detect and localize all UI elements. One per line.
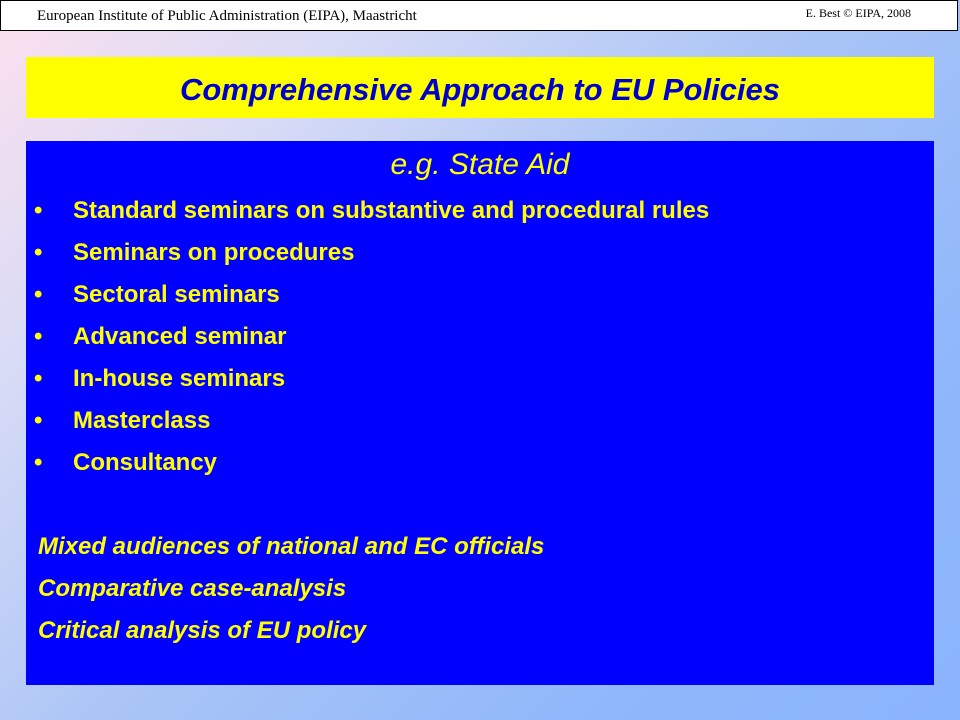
header-bar: [0, 0, 958, 31]
bullet-icon: •: [34, 449, 43, 476]
note-line: Comparative case-analysis: [38, 575, 347, 602]
note-line: Critical analysis of EU policy: [38, 617, 367, 644]
bullet-icon: •: [34, 239, 43, 266]
bullet-text: Advanced seminar: [73, 323, 287, 350]
bullet-text: Seminars on procedures: [73, 239, 355, 266]
copyright-notice: E. Best © EIPA, 2008: [805, 6, 911, 20]
bullet-text: Masterclass: [73, 407, 211, 434]
bullet-icon: •: [34, 197, 43, 224]
bullet-icon: •: [34, 365, 43, 392]
slide-subtitle: e.g. State Aid: [390, 148, 570, 181]
bullet-text: In-house seminars: [73, 365, 286, 392]
bullet-icon: •: [34, 407, 43, 434]
bullet-icon: •: [34, 281, 43, 308]
institute-name: European Institute of Public Administration (EIPA), Maastricht: [37, 8, 417, 24]
notes-block: [38, 531, 544, 657]
note-line: Mixed audiences of national and EC officials: [38, 533, 545, 560]
title-box: [26, 57, 934, 118]
slide-title: Comprehensive Approach to EU Policies: [179, 71, 781, 107]
bullet-text: Standard seminars on substantive and procedural rules: [73, 197, 710, 224]
bullet-text: Consultancy: [73, 449, 218, 476]
bullet-text: Sectoral seminars: [73, 281, 280, 308]
content-box: [26, 141, 934, 685]
bullet-icon: •: [34, 323, 43, 350]
